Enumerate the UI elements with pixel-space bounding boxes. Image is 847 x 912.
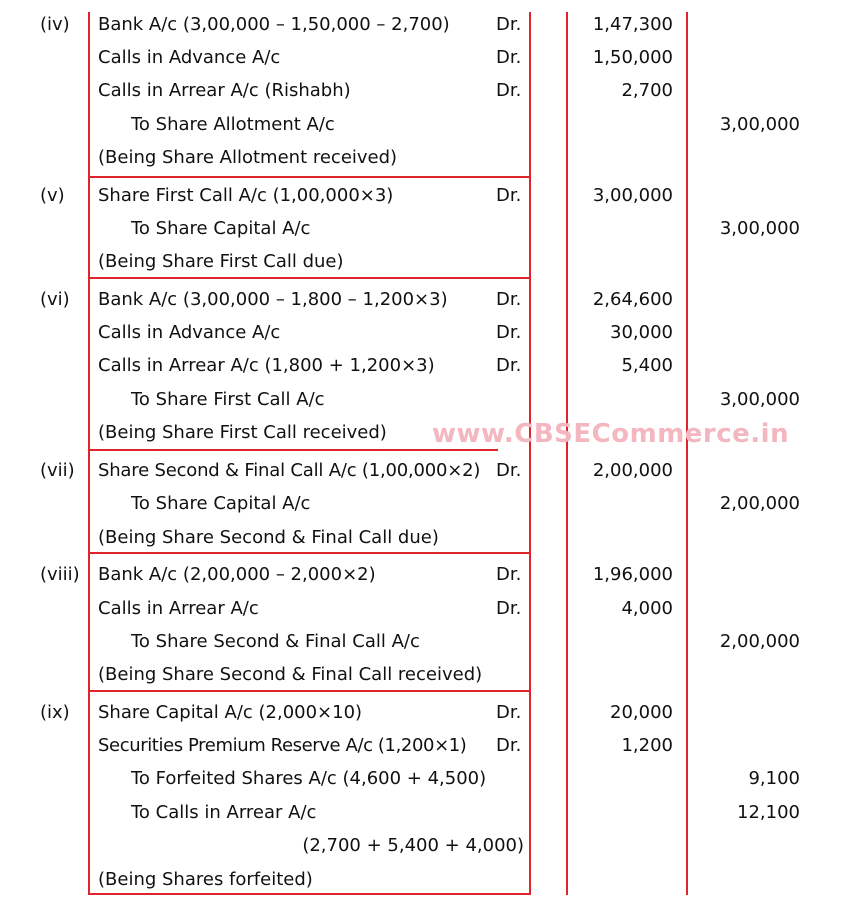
journal-narration xyxy=(0,525,847,558)
journal-line xyxy=(0,12,847,45)
entry-label: (vii) xyxy=(40,460,75,481)
dr-marker: Dr. xyxy=(496,14,522,35)
journal-line xyxy=(0,45,847,78)
entry-label: (v) xyxy=(40,185,65,206)
dr-marker: Dr. xyxy=(496,735,522,756)
particulars: To Share Allotment A/c xyxy=(131,114,335,135)
particulars: Calls in Arrear A/c xyxy=(98,598,259,619)
dr-marker: Dr. xyxy=(496,702,522,723)
particulars: Share Second & Final Call A/c (1,00,000×2) xyxy=(98,460,481,481)
credit-amount: 3,00,000 xyxy=(719,218,800,239)
debit-amount: 2,700 xyxy=(621,80,673,101)
journal-line xyxy=(0,800,847,833)
particulars: To Share Capital A/c xyxy=(131,493,311,514)
particulars: Bank A/c (2,00,000 – 2,000×2) xyxy=(98,564,376,585)
particulars: To Forfeited Shares A/c (4,600 + 4,500) xyxy=(131,768,487,789)
journal-line xyxy=(0,353,847,386)
dr-marker: Dr. xyxy=(496,80,522,101)
particulars: To Calls in Arrear A/c xyxy=(131,802,317,823)
entry-label: (iv) xyxy=(40,14,70,35)
credit-amount: 3,00,000 xyxy=(719,114,800,135)
particulars: Calls in Advance A/c xyxy=(98,322,281,343)
debit-amount: 2,64,600 xyxy=(592,289,673,310)
debit-amount: 1,47,300 xyxy=(592,14,673,35)
particulars: Securities Premium Reserve A/c (1,200×1) xyxy=(98,735,467,756)
debit-amount: 20,000 xyxy=(610,702,673,723)
particulars: Share Capital A/c (2,000×10) xyxy=(98,702,363,723)
entry-label: (vi) xyxy=(40,289,70,310)
entry-label: (ix) xyxy=(40,702,70,723)
narration: (Being Share First Call received) xyxy=(98,422,387,443)
journal-line xyxy=(0,596,847,629)
dr-marker: Dr. xyxy=(496,355,522,376)
dr-marker: Dr. xyxy=(496,289,522,310)
debit-amount: 1,96,000 xyxy=(592,564,673,585)
particulars: Bank A/c (3,00,000 – 1,50,000 – 2,700) xyxy=(98,14,450,35)
entry-label: (viii) xyxy=(40,564,80,585)
journal-narration xyxy=(0,249,847,282)
particulars: To Share Capital A/c xyxy=(131,218,311,239)
particulars: To Share First Call A/c xyxy=(131,389,325,410)
particulars: Calls in Arrear A/c (Rishabh) xyxy=(98,80,351,101)
journal-narration xyxy=(0,867,847,900)
credit-amount: 9,100 xyxy=(748,768,800,789)
journal-line xyxy=(0,733,847,766)
journal-narration xyxy=(0,145,847,178)
dr-marker: Dr. xyxy=(496,47,522,68)
narration: (Being Share Second & Final Call received) xyxy=(98,664,483,685)
journal-line xyxy=(0,320,847,353)
dr-marker: Dr. xyxy=(496,460,522,481)
credit-amount: 3,00,000 xyxy=(719,389,800,410)
narration: (Being Share Allotment received) xyxy=(98,147,398,168)
journal-line xyxy=(0,112,847,145)
particulars-detail: (2,700 + 5,400 + 4,000) xyxy=(302,835,524,856)
particulars: To Share Second & Final Call A/c xyxy=(131,631,420,652)
journal-line xyxy=(0,387,847,420)
debit-amount: 3,00,000 xyxy=(592,185,673,206)
journal-line xyxy=(0,833,847,866)
debit-amount: 2,00,000 xyxy=(592,460,673,481)
journal-line xyxy=(0,629,847,662)
dr-marker: Dr. xyxy=(496,185,522,206)
journal-line xyxy=(0,766,847,799)
journal-line xyxy=(0,78,847,111)
dr-marker: Dr. xyxy=(496,564,522,585)
journal-narration xyxy=(0,662,847,695)
debit-amount: 5,400 xyxy=(621,355,673,376)
particulars: Calls in Advance A/c xyxy=(98,47,281,68)
debit-amount: 4,000 xyxy=(621,598,673,619)
journal-line xyxy=(0,216,847,249)
journal-line xyxy=(0,458,847,491)
dr-marker: Dr. xyxy=(496,598,522,619)
debit-amount: 1,200 xyxy=(621,735,673,756)
journal-line xyxy=(0,562,847,595)
journal-line xyxy=(0,287,847,320)
narration: (Being Share First Call due) xyxy=(98,251,344,272)
narration: (Being Shares forfeited) xyxy=(98,869,313,890)
journal-line xyxy=(0,700,847,733)
journal-line xyxy=(0,491,847,524)
particulars: Share First Call A/c (1,00,000×3) xyxy=(98,185,394,206)
watermark: www.CBSECommerce.in xyxy=(432,419,790,449)
journal-line xyxy=(0,183,847,216)
particulars: Bank A/c (3,00,000 – 1,800 – 1,200×3) xyxy=(98,289,448,310)
dr-marker: Dr. xyxy=(496,322,522,343)
credit-amount: 12,100 xyxy=(737,802,800,823)
particulars: Calls in Arrear A/c (1,800 + 1,200×3) xyxy=(98,355,435,376)
debit-amount: 30,000 xyxy=(610,322,673,343)
narration: (Being Share Second & Final Call due) xyxy=(98,527,439,548)
debit-amount: 1,50,000 xyxy=(592,47,673,68)
credit-amount: 2,00,000 xyxy=(719,493,800,514)
credit-amount: 2,00,000 xyxy=(719,631,800,652)
